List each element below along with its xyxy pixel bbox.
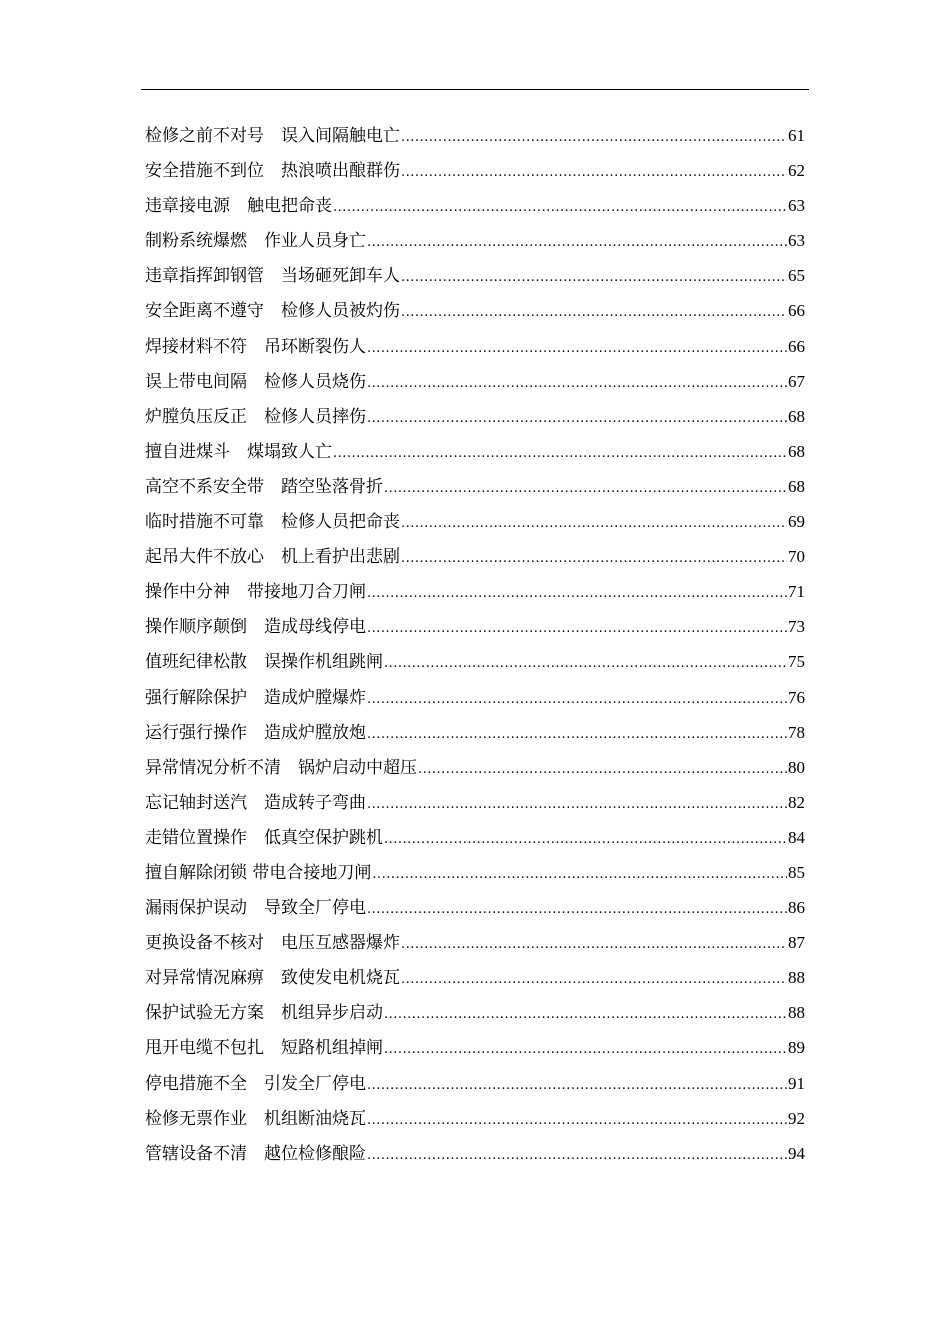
- toc-entry[interactable]: [145, 890, 805, 925]
- toc-entry[interactable]: [145, 960, 805, 995]
- toc-entry-title: 起吊大件不放心 机上看护出悲剧: [145, 547, 400, 568]
- toc-entry-title: 擅自进煤斗 煤塌致人亡: [145, 441, 332, 462]
- toc-entry-title: 保护试验无方案 机组异步启动: [145, 1003, 383, 1024]
- toc-entry[interactable]: [145, 750, 805, 785]
- toc-entry-title: 炉膛负压反正 检修人员摔伤: [145, 406, 366, 427]
- toc-dot-leader: [418, 752, 787, 787]
- toc-dot-leader: [367, 576, 787, 611]
- toc-entry-title: 检修无票作业 机组断油烧瓦: [145, 1108, 366, 1129]
- toc-page-number: 82: [788, 792, 805, 812]
- toc-entry[interactable]: [145, 434, 805, 469]
- toc-dot-leader: [401, 962, 787, 997]
- toc-dot-leader: [367, 611, 787, 646]
- toc-page-number: 62: [788, 161, 805, 181]
- toc-dot-leader: [401, 541, 787, 576]
- toc-page-number: 68: [788, 476, 805, 496]
- toc-entry-title: 检修之前不对号 误入间隔触电亡: [145, 126, 400, 146]
- toc-entry-title: 操作顺序颠倒 造成母线停电: [145, 617, 366, 638]
- toc-page-number: 84: [788, 827, 805, 847]
- toc-dot-leader: [367, 892, 787, 927]
- toc-entry-title: 强行解除保护 造成炉膛爆炸: [145, 687, 366, 708]
- toc-entry-title: 制粉系统爆燃 作业人员身亡: [145, 231, 366, 252]
- toc-entry[interactable]: [145, 399, 805, 434]
- toc-page-number: 68: [788, 441, 805, 461]
- toc-dot-leader: [401, 155, 787, 190]
- toc-page-number: 70: [788, 547, 805, 567]
- toc-page-number: 73: [788, 617, 805, 637]
- toc-dot-leader: [367, 366, 787, 401]
- toc-page-number: 61: [788, 126, 805, 145]
- toc-dot-leader: [367, 1138, 787, 1173]
- toc-dot-leader: [401, 927, 787, 962]
- toc-entry[interactable]: [145, 855, 805, 890]
- toc-entry-title: 误上带电间隔 检修人员烧伤: [145, 371, 366, 392]
- toc-page-number: 65: [788, 266, 805, 286]
- toc-entry[interactable]: [145, 1030, 805, 1065]
- toc-entry-title: 更换设备不核对 电压互感器爆炸: [145, 933, 400, 954]
- toc-page-number: 67: [788, 371, 805, 391]
- toc-entry-title: 走错位置操作 低真空保护跳机: [145, 827, 383, 848]
- toc-entry[interactable]: [145, 469, 805, 504]
- toc-entry-title: 违章接电源 触电把命丧: [145, 196, 332, 217]
- toc-page-number: 88: [788, 968, 805, 988]
- toc-entry[interactable]: [145, 715, 805, 750]
- toc-dot-leader: [367, 401, 787, 436]
- toc-entry-title: 擅自解除闭锁 带电合接地刀闸: [145, 862, 372, 883]
- toc-entry-title: 运行强行操作 造成炉膛放炮: [145, 722, 366, 743]
- toc-dot-leader: [401, 295, 787, 330]
- toc-dot-leader: [367, 1103, 787, 1138]
- toc-entry[interactable]: [145, 1101, 805, 1136]
- toc-page-number: 94: [788, 1143, 805, 1163]
- toc-dot-leader: [333, 436, 787, 471]
- toc-entry-title: 安全措施不到位 热浪喷出酿群伤: [145, 161, 400, 182]
- toc-entry[interactable]: [145, 153, 805, 188]
- toc-entry-title: 对异常情况麻痹 致使发电机烧瓦: [145, 968, 400, 989]
- toc-page-number: 63: [788, 196, 805, 216]
- toc-dot-leader: [372, 857, 787, 892]
- toc-dot-leader: [367, 787, 787, 822]
- toc-entry[interactable]: [145, 1066, 805, 1101]
- toc-page-number: 76: [788, 687, 805, 707]
- toc-dot-leader: [384, 1032, 787, 1067]
- toc-page-number: 87: [788, 933, 805, 953]
- toc-entry-title: 异常情况分析不清 锅炉启动中超压: [145, 757, 417, 778]
- toc-entry-title: 操作中分神 带接地刀合刀闸: [145, 582, 366, 603]
- toc-entry[interactable]: [145, 785, 805, 820]
- toc-page-number: 63: [788, 231, 805, 251]
- toc-entry-title: 甩开电缆不包扎 短路机组掉闸: [145, 1038, 383, 1059]
- toc-entry[interactable]: [145, 644, 805, 679]
- toc-entry-title: 值班纪律松散 误操作机组跳闸: [145, 652, 383, 673]
- toc-page-number: 88: [788, 1003, 805, 1023]
- toc-page-number: 85: [788, 862, 805, 882]
- toc-entry-title: 漏雨保护误动 导致全厂停电: [145, 898, 366, 919]
- toc-entry[interactable]: [145, 1136, 805, 1171]
- toc-entry[interactable]: [145, 118, 805, 153]
- toc-entry-title: 高空不系安全带 踏空坠落骨折: [145, 476, 383, 497]
- toc-entry[interactable]: [145, 925, 805, 960]
- toc-page-number: 71: [788, 582, 805, 602]
- toc-dot-leader: [367, 1068, 787, 1103]
- toc-entry[interactable]: [145, 329, 805, 364]
- toc-dot-leader: [367, 331, 787, 366]
- toc-dot-leader: [384, 997, 787, 1032]
- toc-page-number: 75: [788, 652, 805, 672]
- toc-entry[interactable]: [145, 539, 805, 574]
- toc-dot-leader: [367, 682, 787, 717]
- toc-entry-title: 忘记轴封送汽 造成转子弯曲: [145, 792, 366, 813]
- toc-page-number: 68: [788, 406, 805, 426]
- toc-entry-title: 管辖设备不清 越位检修酿险: [145, 1143, 366, 1164]
- toc-entry[interactable]: [145, 223, 805, 258]
- toc-entry-title: 安全距离不遵守 检修人员被灼伤: [145, 301, 400, 322]
- toc-entry[interactable]: [145, 364, 805, 399]
- toc-page-number: 78: [788, 722, 805, 742]
- toc-entry-title: 临时措施不可靠 检修人员把命丧: [145, 512, 400, 533]
- toc-entry[interactable]: [145, 680, 805, 715]
- toc-dot-leader: [401, 506, 787, 541]
- toc-page-number: 92: [788, 1108, 805, 1128]
- toc-entry[interactable]: [145, 258, 805, 293]
- toc-dot-leader: [367, 717, 787, 752]
- toc-dot-leader: [384, 822, 787, 857]
- toc-entry[interactable]: [145, 293, 805, 328]
- toc-entry[interactable]: [145, 504, 805, 539]
- toc-dot-leader: [401, 120, 787, 155]
- toc-entry[interactable]: [145, 188, 805, 223]
- table-of-contents: [145, 118, 805, 1171]
- toc-entry[interactable]: [145, 820, 805, 855]
- toc-entry[interactable]: [145, 995, 805, 1030]
- toc-dot-leader: [333, 190, 787, 225]
- toc-dot-leader: [384, 646, 787, 681]
- toc-entry-title: 停电措施不全 引发全厂停电: [145, 1073, 366, 1094]
- toc-entry-title: 违章指挥卸钢管 当场砸死卸车人: [145, 266, 400, 287]
- toc-entry-title: 焊接材料不符 吊环断裂伤人: [145, 336, 366, 357]
- toc-page-number: 91: [788, 1073, 805, 1093]
- toc-dot-leader: [384, 471, 787, 506]
- toc-page-number: 66: [788, 301, 805, 321]
- toc-page-number: 66: [788, 336, 805, 356]
- toc-dot-leader: [401, 260, 787, 295]
- toc-page-number: 86: [788, 898, 805, 918]
- toc-dot-leader: [367, 225, 787, 260]
- toc-page-number: 89: [788, 1038, 805, 1058]
- toc-page-number: 69: [788, 512, 805, 532]
- header-rule: [141, 89, 809, 90]
- toc-entry[interactable]: [145, 609, 805, 644]
- toc-page-number: 80: [788, 757, 805, 777]
- toc-entry[interactable]: [145, 574, 805, 609]
